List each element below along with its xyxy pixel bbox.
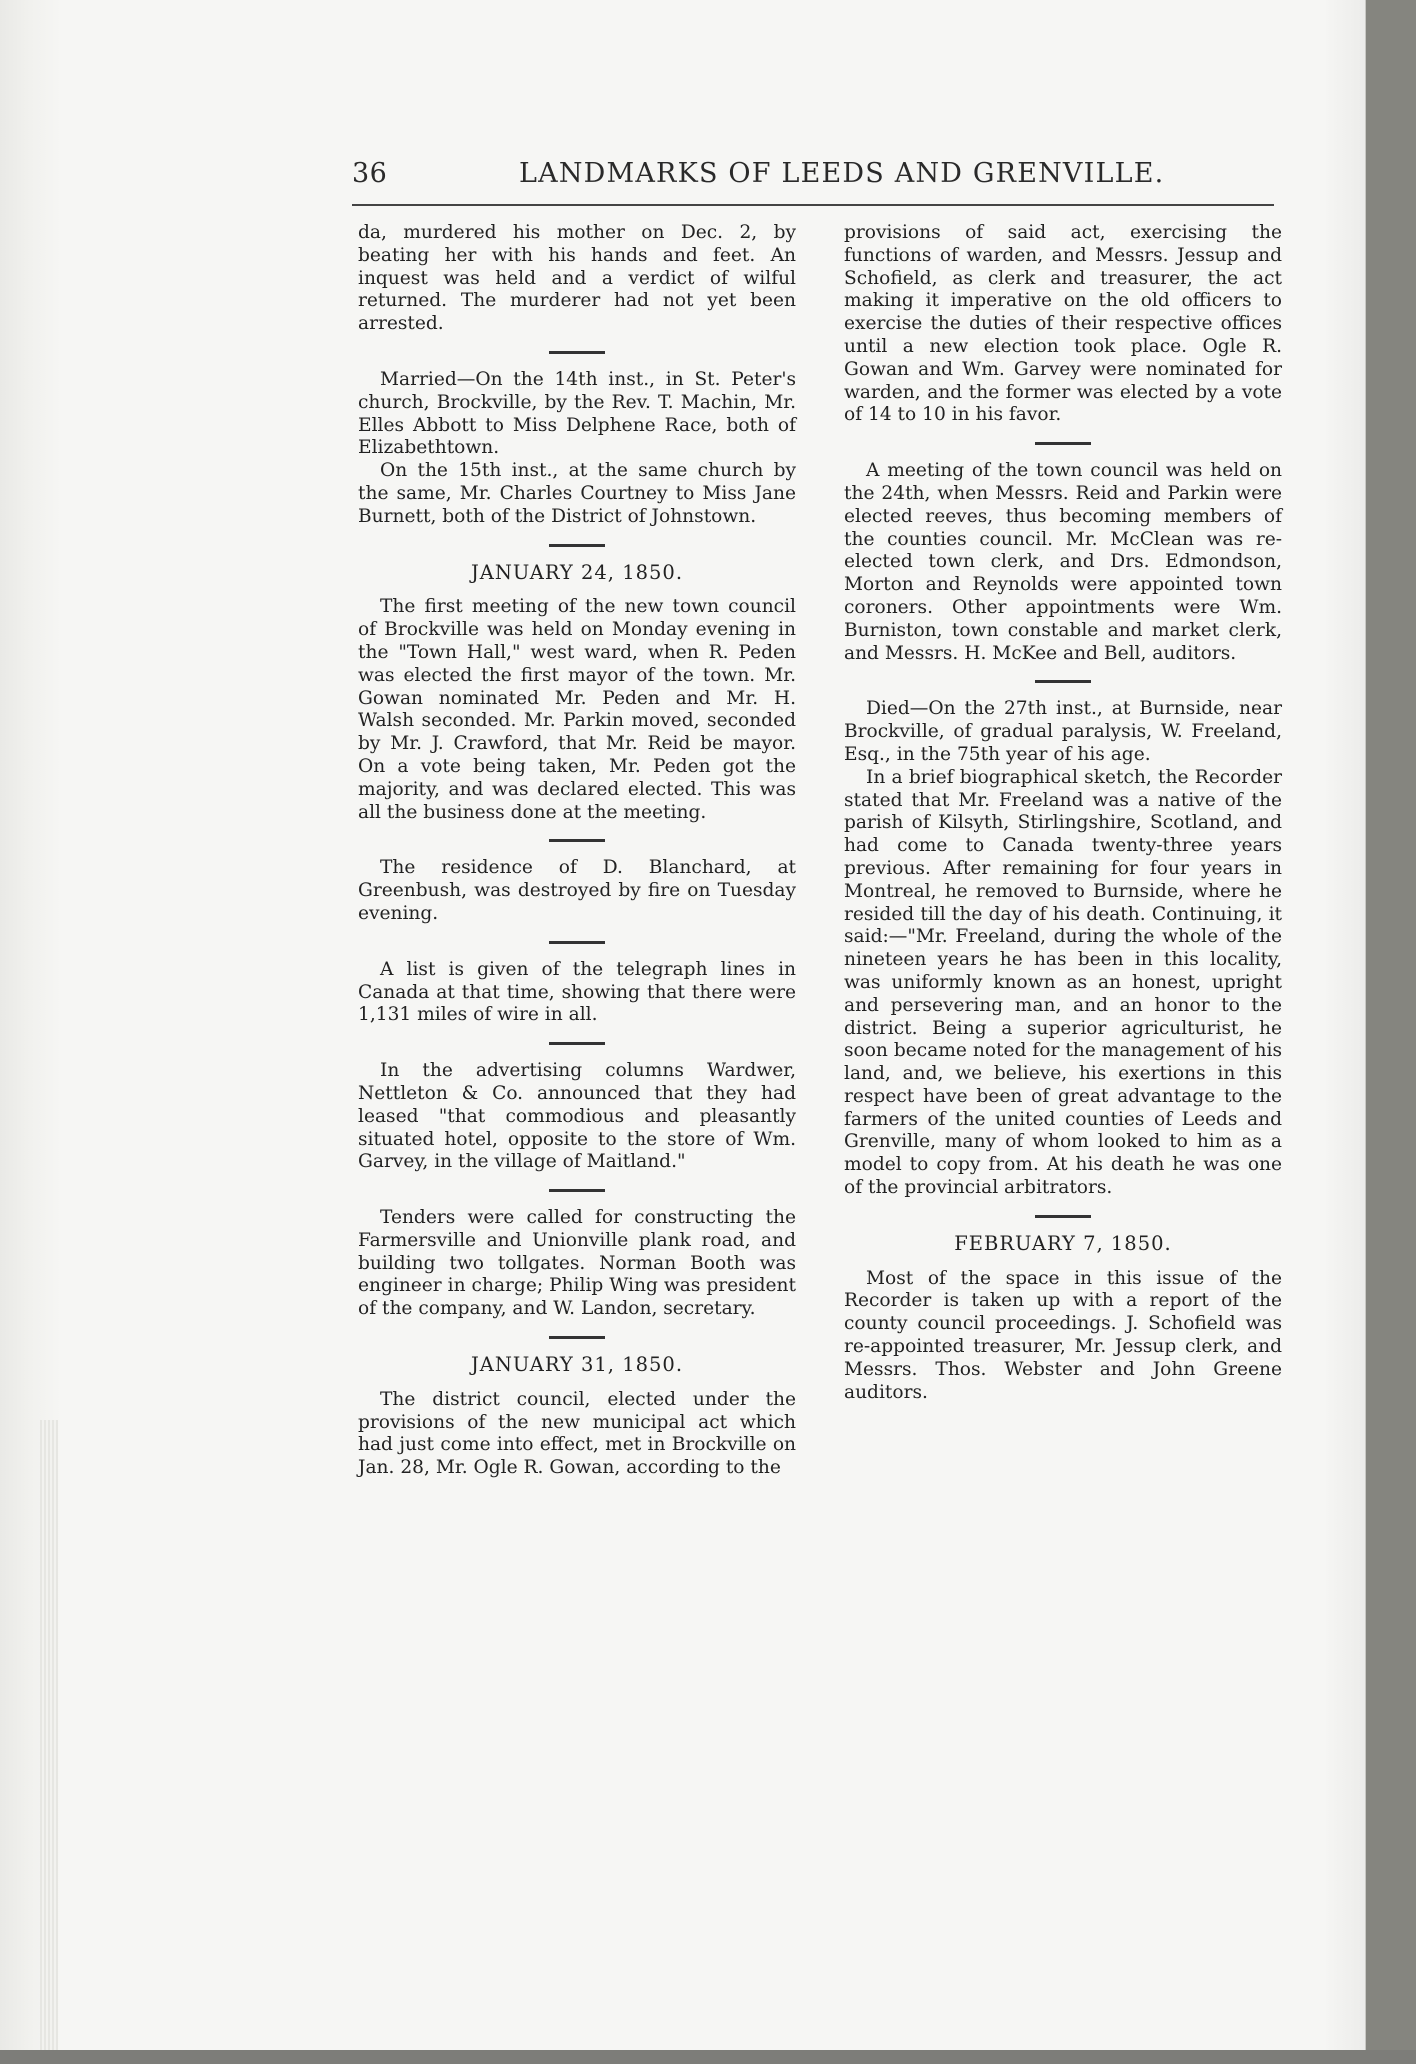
paragraph: Died—On the 27th inst., at Burnside, near Brockville, of gradual paralysis, W. Freeland, Esq., in the 75th year of his age. [844, 698, 1282, 765]
scanner-edge-bottom [0, 2050, 1416, 2064]
date-heading: FEBRUARY 7, 1850. [954, 1231, 1172, 1255]
section-separator [549, 1042, 605, 1045]
page-number: 36 [352, 158, 388, 189]
running-title: LANDMARKS OF LEEDS AND GRENVILLE. [519, 158, 1165, 189]
date-heading: JANUARY 31, 1850. [470, 1353, 684, 1377]
paragraph: provisions of said act, exercising the functions of warden, and Messrs. Jessup and Schofield, as clerk and treasurer, the act making it imperative on the old officers to exercise the duties of their respective offices until a new election took place. Ogle R. Gowan and Wm. Garvey were nominated for warden, and the former was elected by a vote of 14 to 10 in his favor. [844, 222, 1282, 426]
section-separator [1035, 680, 1091, 683]
paragraph: A meeting of the town council was held on the 24th, when Messrs. Reid and Parkin were elected reeves, thus becoming members of the counties council. Mr. McClean was re-elected town clerk, and Drs. Edmondson, Morton and Reynolds were appointed town coroners. Other appointments were Wm. Burniston, town constable and market clerk, and Messrs. H. McKee and Bell, auditors. [844, 460, 1282, 664]
section-separator [549, 941, 605, 944]
date-heading: JANUARY 24, 1850. [470, 560, 684, 584]
section-separator [549, 544, 605, 547]
section-separator [549, 1189, 605, 1192]
section-separator [1035, 1215, 1091, 1218]
paragraph: Married—On the 14th inst., in St. Peter's church, Brockville, by the Rev. T. Machin, Mr. Elles Abbott to Miss Delphene Race, both of Elizabethtown. [358, 368, 796, 459]
header-rule [352, 204, 1274, 206]
right-column [844, 222, 1282, 1404]
section-separator [1035, 442, 1091, 445]
paragraph: In the advertising columns Wardwer, Nettleton & Co. announced that they had leased "that commodious and pleasantly situated hotel, opposite to the store of Wm. Garvey, in the village of Maitland." [358, 1060, 796, 1173]
page-leaf-edges [40, 1420, 58, 2050]
paragraph: Tenders were called for constructing the Farmersville and Unionville plank road, and building two tollgates. Norman Booth was engineer in charge; Philip Wing was president of the company, and W. Landon, secretary. [358, 1207, 796, 1320]
paragraph: The district council, elected under the provisions of the new municipal act which had just come into effect, met in Brockville on Jan. 28, Mr. Ogle R. Gowan, according to the [358, 1388, 796, 1479]
paragraph: On the 15th inst., at the same church by the same, Mr. Charles Courtney to Miss Jane Burnett, both of the District of Johnstown. [358, 460, 796, 527]
paragraph: The residence of D. Blanchard, at Greenbush, was destroyed by fire on Tuesday evening. [358, 857, 796, 924]
section-separator [549, 351, 605, 354]
page-edge-shadow [1323, 0, 1365, 2050]
paragraph: A list is given of the telegraph lines in Canada at that time, showing that there were 1,131 miles of wire in all. [358, 958, 796, 1026]
paragraph: da, murdered his mother on Dec. 2, by beating her with his hands and feet. An inquest was held and a verdict of wilful returned. The murderer had not yet been arrested. [358, 222, 796, 335]
paragraph: The first meeting of the new town council of Brockville was held on Monday evening in the "Town Hall," west ward, when R. Peden was elected the first mayor of the town. Mr. Gowan nominated Mr. Peden and Mr. H. Walsh seconded. Mr. Parkin moved, seconded by Mr. J. Crawford, that Mr. Reid be mayor. On a vote being taken, Mr. Peden got the majority, and was declared elected. This was all the business done at the meeting. [358, 596, 796, 823]
scanner-edge-right [1365, 0, 1416, 2064]
left-column [358, 222, 796, 1480]
page-header [352, 152, 1274, 202]
paragraph: Most of the space in this issue of the Recorder is taken up with a report of the county council proceedings. J. Schofield was re-appointed treasurer, Mr. Jessup clerk, and Messrs. Thos. Webster and John Greene auditors. [844, 1267, 1282, 1403]
section-separator [549, 1336, 605, 1339]
section-separator [549, 839, 605, 842]
paragraph: In a brief biographical sketch, the Recorder stated that Mr. Freeland was a native of the parish of Kilsyth, Stirlingshire, Scotland, and had come to Canada twenty-three years previous. After remaining for four years in Montreal, he removed to Burnside, where he resided till the day of his death. Continuing, it said:—"Mr. Freeland, during the whole of the nineteen years he has been in this locality, was uniformly known as an honest, upright and persevering man, and an honor to the district. Being a superior agriculturist, he soon became noted for the management of his land, and, we believe, his exertions in this respect have been of great advantage to the farmers of the united counties of Leeds and Grenville, many of whom looked to him as a model to copy from. At his death he was one of the provincial arbitrators. [844, 766, 1282, 1199]
